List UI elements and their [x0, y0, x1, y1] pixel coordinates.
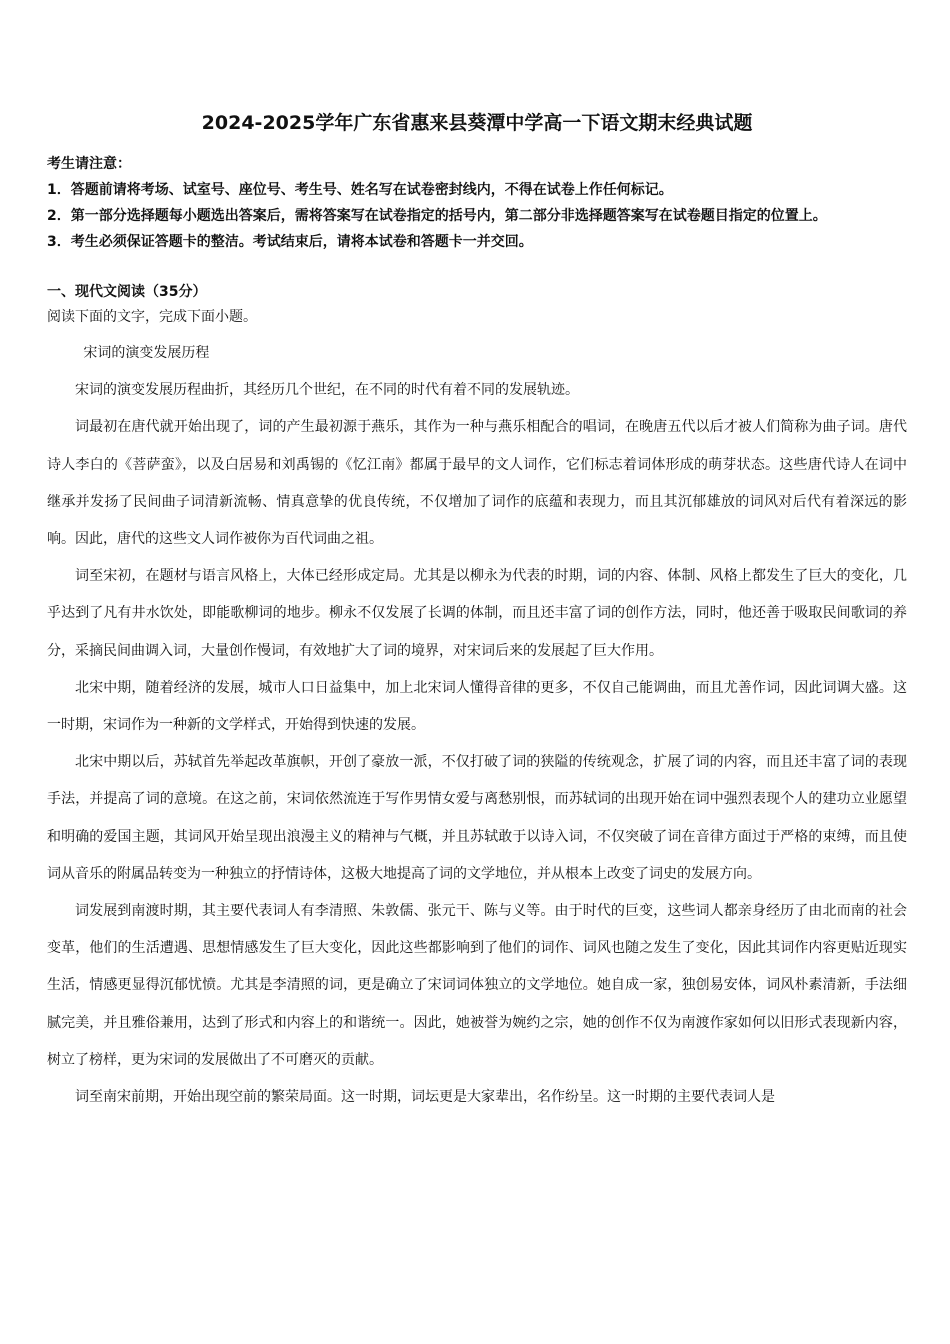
passage-paragraph: 词至南宋前期，开始出现空前的繁荣局面。这一时期，词坛更是大家辈出，名作纷呈。这一时期的主要代表词人是 [75, 1089, 775, 1106]
notice-item: 3．考生必须保证答题卡的整洁。考试结束后，请将本试卷和答题卡一并交回。 [47, 234, 533, 250]
reading-instruction: 阅读下面的文字，完成下面小题。 [47, 309, 257, 325]
passage-paragraph: 北宋中期，随着经济的发展，城市人口日益集中，加上北宋词人懂得音律的更多，不仅自己能调曲，而且尤善作词，因此词调大盛。这一时期，宋词作为一种新的文学样式，开始得到快速的发展。 [47, 679, 907, 734]
reading-passage [47, 335, 907, 1116]
exam-page [47, 108, 907, 1116]
notice-item: 2．第一部分选择题每小题选出答案后，需将答案写在试卷指定的括号内，第二部分非选择题答案写在试卷题目指定的位置上。 [47, 208, 827, 224]
notice-heading: 考生请注意： [47, 156, 131, 172]
passage-paragraph: 宋词的演变发展历程曲折，其经历几个世纪，在不同的时代有着不同的发展轨迹。 [75, 382, 579, 399]
candidate-notice [47, 151, 907, 255]
passage-paragraph: 词发展到南渡时期，其主要代表词人有李清照、朱敦儒、张元干、陈与义等。由于时代的巨变，这些词人都亲身经历了由北而南的社会变革，他们的生活遭遇、思想情感发生了巨大变化，因此这些都影响到了他们的词作、词风也随之发生了变化，因此其词作内容更贴近现实生活，情感更显得沉郁忧愤。尤其是李清照的词，更是确立了宋词词体独立的文学地位。她自成一家，独创易安体，词风朴素清新，手法细腻完美，并且雅俗兼用，达到了形式和内容上的和谐统一。因此，她被誉为婉约之宗，她的创作不仅为南渡作家如何以旧形式表现新内容，树立了榜样，更为宋词的发展做出了不可磨灭的贡献。 [47, 903, 907, 1068]
exam-title: 2024-2025学年广东省惠来县葵潭中学高一下语文期末经典试题 [201, 112, 753, 134]
passage-paragraph: 词最初在唐代就开始出现了，词的产生最初源于燕乐，其作为一种与燕乐相配合的唱词，在晚唐五代以后才被人们简称为曲子词。唐代诗人李白的《菩萨蛮》，以及白居易和刘禹锡的《忆江南》都属于最早的文人词作，它们标志着词体形成的萌芽状态。这些唐代诗人在词中继承并发扬了民间曲子词清新流畅、情真意挚的优良传统，不仅增加了词作的底蕴和表现力，而且其沉郁雄放的词风对后代有着深远的影响。因此，唐代的这些文人词作被你为百代词曲之祖。 [47, 419, 907, 548]
passage-paragraph: 北宋中期以后，苏轼首先举起改革旗帜，开创了豪放一派，不仅打破了词的狭隘的传统观念，扩展了词的内容，而且还丰富了词的表现手法，并提高了词的意境。在这之前，宋词依然流连于写作男情女爱与离愁别恨，而苏轼词的出现开始在词中强烈表现个人的建功立业愿望和明确的爱国主题，其词风开始呈现出浪漫主义的精神与气概，并且苏轼敢于以诗入词，不仅突破了词在音律方面过于严格的束缚，而且使词从音乐的附属品转变为一种独立的抒情诗体，这极大地提高了词的文学地位，并从根本上改变了词史的发展方向。 [47, 754, 907, 882]
notice-item: 1．答题前请将考场、试室号、座位号、考生号、姓名写在试卷密封线内，不得在试卷上作任何标记。 [47, 182, 673, 198]
passage-paragraph: 词至宋初，在题材与语言风格上，大体已经形成定局。尤其是以柳永为代表的时期，词的内容、体制、风格上都发生了巨大的变化，几乎达到了凡有井水饮处，即能歌柳词的地步。柳永不仅发展了长调的体制，而且还丰富了词的创作方法，同时，他还善于吸取民间歌词的养分，采摘民间曲调入词，大量创作慢词，有效地扩大了词的境界，对宋词后来的发展起了巨大作用。 [47, 568, 907, 659]
section-heading: 一、现代文阅读（35分） [47, 284, 207, 300]
passage-title: 宋词的演变发展历程 [83, 345, 210, 361]
